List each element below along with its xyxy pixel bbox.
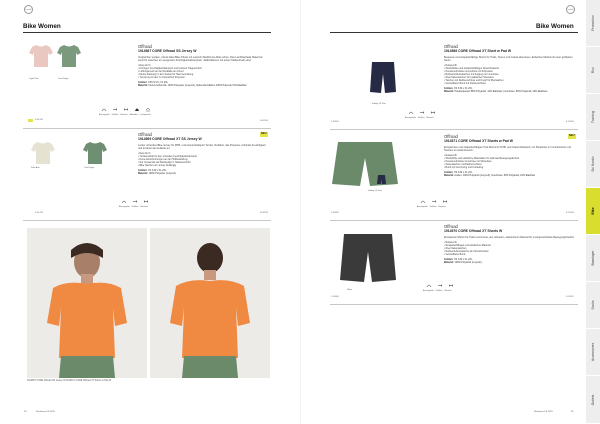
brand-logo-left: castelli xyxy=(24,5,33,14)
swatch-code: 1-93001 xyxy=(331,121,340,123)
side-tab-socks[interactable]: Socks xyxy=(586,282,600,329)
side-tab-promotion[interactable]: Promotion xyxy=(586,0,600,47)
product-code: 9-16556 xyxy=(566,212,575,214)
jersey-pink-image xyxy=(28,43,54,69)
product-material: Material: Außen: 100% Polyamid (recycelt); Innenhose: 80% Polyamid, 20% Elasthan xyxy=(444,174,536,178)
side-tab-run[interactable]: Run xyxy=(586,47,600,94)
photo-caption: 1914567 CORE Offroad SS Jersey W 1914571 CORE Offroad XT Shorts w Pad W xyxy=(27,380,112,382)
product-title: 1914571 CORE Offroad XT Shorts w Pad W xyxy=(444,139,513,143)
product-category: Offroad xyxy=(444,44,458,49)
page-spine xyxy=(300,0,301,424)
swatch-code: 1-93002 xyxy=(331,212,340,214)
product-info-4 xyxy=(444,134,576,177)
product-bullets: • Relaxed fit • Strapazierfähiges und elastisches Material • Zwei Seitentaschen • Reißverschlusstasche am Oberschenkel • Verstellbarer Bund xyxy=(444,241,576,256)
page-heading-left: Bike Women xyxy=(23,23,61,30)
neu-badge: NEU xyxy=(261,132,267,135)
feature-labels: Atmungsaktiv Reißfest Elastisch xyxy=(119,206,148,208)
category-side-tabs xyxy=(586,0,600,424)
product-material: Material: Flexus & Retroid, 100% Polyester (recycelt), Seitenoberslätzen 100% Polyester 6% Elasthan xyxy=(138,84,247,88)
breathable-icon xyxy=(426,283,432,288)
catalog-name-right: Workwear FS 2025 xyxy=(534,411,553,413)
page-number-right: 35 xyxy=(571,411,574,413)
product-category: Offroad xyxy=(138,132,152,137)
swatch-code: 0-51415 xyxy=(35,212,44,214)
product-category: Offroad xyxy=(138,44,152,49)
product-title: 1914567 CORE Offroad SS Jersey W xyxy=(138,49,197,53)
color-label: Slate xyxy=(347,289,352,291)
elastic-icon xyxy=(143,199,149,204)
product-code: 9-16555 xyxy=(566,121,575,123)
feature-icons-row xyxy=(408,110,436,115)
shorts-dark-image xyxy=(338,232,398,284)
product-category: Offroad xyxy=(444,134,458,139)
product-code: 94-8155 xyxy=(260,120,269,122)
product-sizes: Größen: XS S M L XL 2XL xyxy=(444,87,473,91)
color-label: Cool Sage xyxy=(58,78,69,80)
product-info-3 xyxy=(444,44,576,93)
product-sizes: Größen: XS S M L XL 2XL xyxy=(444,171,473,175)
elastic-icon xyxy=(448,283,454,288)
feature-icons-row xyxy=(101,107,151,112)
side-tab-baselayer[interactable]: Baselayer xyxy=(586,235,600,282)
elastic-icon xyxy=(442,199,448,204)
product-bullets: • Relaxed fit • Winddichte und elastische Materialien für optimale Bewegungsfreiheit • Herausnehmbare Innenhose mit Sitzpolster • Seitentaschen mit Reißverschluss • Bund mit Gummizug und Kordelzug xyxy=(444,154,576,169)
product-description: Bequeme und strapazierfähige Shorts für Trails, Touren und Gravel-Abenteuer. Einfaches Modell mit einer geflippten Saum. xyxy=(444,56,573,63)
side-tab-accessories[interactable]: Accessories xyxy=(586,329,600,376)
jersey-sage-image xyxy=(56,43,82,69)
side-tab-training[interactable]: Training xyxy=(586,94,600,141)
feature-labels: Atmungsaktiv Reißfest Elastisch Abriebfest Leichtgewicht xyxy=(99,114,151,116)
page-number-left: 34 xyxy=(24,411,27,413)
feature-icons-row xyxy=(121,199,149,204)
product-description: Locker sitzendes Bike-Jersey für MTB- und Gravel-Radsport Terrain. Reißfest, das Polyester verbindet Feuchtigkeit und trocknet die Gelände an. xyxy=(138,144,266,151)
product-info-1 xyxy=(138,44,268,87)
tear-resistant-icon xyxy=(431,199,437,204)
heading-rule-right xyxy=(330,32,578,33)
color-label: Cool Sage xyxy=(84,167,95,169)
heading-rule-left xyxy=(23,32,271,33)
product-sizes: Größen: XS S M L XL 2XL xyxy=(138,169,167,173)
product-description: Entspanntes und strapazierfähiges Trail-Shorts für MTB- und Gravel-Radsport, mit Sitzpolster im Innenbereich und Taschen im Außenbereich. xyxy=(444,146,571,153)
neu-dot-badge xyxy=(28,119,33,122)
side-tab-ski-nordic[interactable]: Ski Nordic xyxy=(586,141,600,188)
jersey-green-image xyxy=(82,140,108,166)
color-label: Light Pink xyxy=(29,78,39,80)
model-photo-front xyxy=(27,228,147,378)
feature-labels: Atmungsaktiv Reißfest Elastisch xyxy=(423,290,452,292)
feature-icons-row xyxy=(420,199,448,204)
product-material: Material: 100% Polyamid (recycelt) xyxy=(444,261,482,265)
catalog-name-left: Workwear FS 2025 xyxy=(36,411,55,413)
product-bullets: • Reip Air fit • Trockeneffekt für den schnellen Feuchtigkeitstransport • Keine Einschnürungen an der Hüftbekleidung • Nur Verwendet auf Rückseitig im Halsausschnitt • Bike Taschen am Jersey Abhängig xyxy=(138,152,268,167)
product-code: 94-8153 xyxy=(260,212,269,214)
elastic-icon xyxy=(123,107,129,112)
feature-labels: Atmungsaktiv Reißfest Elastisch xyxy=(417,206,446,208)
tear-resistant-icon xyxy=(419,110,425,115)
tear-resistant-icon xyxy=(437,283,443,288)
product-sizes: Größen: XS S M L XL 2XL xyxy=(444,258,473,262)
product-description: Entspannte Shorts für Trails und Gravel, aus robustem, elastischem Material für uneingeschränkte Bewegungsfreiheit. xyxy=(444,236,575,239)
tear-resistant-icon xyxy=(112,107,118,112)
product-category: Offroad xyxy=(444,224,458,229)
breathable-icon xyxy=(408,110,414,115)
product-title: 1914586 CORE Offroad XT Short w Pad W xyxy=(444,49,512,53)
color-label: Pale Ash xyxy=(31,167,40,169)
product-description: Vergleichen werden, robust ladet Bike-Trikots mit Lanzehn Meilhimme-Mais schen. Das Leichtbachelle Materinal sorgt für zwischen am ausgezehn Frischigkeitsabsorpsion. Zeitlichfahrem mit einem Marlienbuch einer xyxy=(138,56,263,63)
side-tab-outlets[interactable]: Outlets xyxy=(586,376,600,424)
breathable-icon xyxy=(420,199,426,204)
feature-labels: Atmungsaktiv Reißfest Elastisch xyxy=(405,117,434,119)
product-info-2 xyxy=(138,132,268,175)
product-bullets: • Reip Air fit • Körnigen Feuchtigkeitstransport und trocknet Tragecomfort • Lüftungsmesh an der Rückfalte am Ärmel • Meine Kleidung im den Sockel für Haut Gerückung • Trennung mit den zu Unterschuh Polyester xyxy=(138,64,268,79)
breathable-icon xyxy=(101,107,107,112)
model-photo-back xyxy=(150,228,270,378)
page-heading-right: Bike Women xyxy=(536,23,574,30)
jersey-cream-image xyxy=(30,140,56,166)
side-tab-bike[interactable]: Bike xyxy=(586,188,600,235)
shorts-navy-thumb xyxy=(377,175,386,185)
abrasion-icon xyxy=(134,107,140,112)
feature-icons-row xyxy=(426,283,454,288)
product-title: 1914569 CORE Offroad XT SS Jersey W xyxy=(138,137,202,141)
tear-resistant-icon xyxy=(132,199,138,204)
product-bullets: • Relaxed fit • Winddichtes und strapazierfähiges Stretchmaterial • Herausnehmbare Innenshorts mit Sitzpolster • Reißverschlusstaschen mit Zugang zur Innenhose • Zwei Seitentaschen für praktischen Stauraum • Taschen mit Reißverschluss und Knopf für Wertsachen • Verstellbarer Bund mit Klettverschluss xyxy=(444,64,576,85)
product-material: Material: 100% Polyester (recycelt) xyxy=(138,172,176,176)
breathable-icon xyxy=(121,199,127,204)
swatch-code: 1-93005 xyxy=(331,296,340,298)
shorts-sage-image xyxy=(330,140,400,188)
swatch-code: 0-91420 xyxy=(35,119,44,121)
shorts-navy-image xyxy=(368,60,398,96)
elastic-icon xyxy=(430,110,436,115)
product-title: 1914570 CORE Offroad XT Shorts W xyxy=(444,229,503,233)
product-material: Material: Hauptmaterial: 88% Polyamid, 12% Elasthan; Innenhose: 80% Polyamid, 20% Elasthan xyxy=(444,90,548,94)
color-label: Infinity Of Pan xyxy=(372,103,386,105)
product-code: 9-16557 xyxy=(566,296,575,298)
color-label: Infinity Of Pan xyxy=(368,190,382,192)
product-sizes: Größen: XXS S M L XL 2XL xyxy=(138,81,168,85)
brand-logo-right: castelli xyxy=(566,5,575,14)
lightweight-icon xyxy=(145,107,151,112)
product-info-5 xyxy=(444,224,576,264)
neu-badge: NEU xyxy=(569,134,575,137)
